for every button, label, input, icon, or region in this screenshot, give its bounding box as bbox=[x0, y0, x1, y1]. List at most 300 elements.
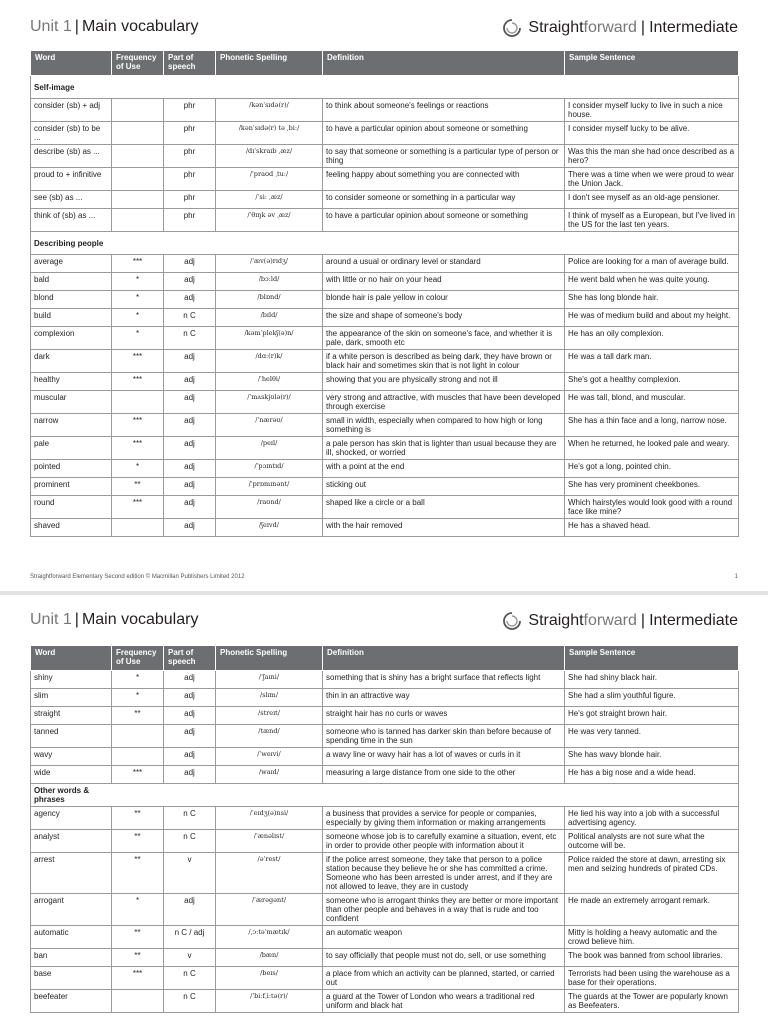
section-title: Self-image bbox=[31, 76, 112, 99]
table-row bbox=[31, 414, 739, 437]
phonetic-cell: /dɑː(r)k/ bbox=[216, 350, 323, 373]
frequency-cell bbox=[112, 145, 164, 168]
unit-heading: Main vocabulary bbox=[81, 611, 199, 628]
phonetic-cell: /əˈrest/ bbox=[216, 853, 323, 894]
phonetic-cell: /kənˈsɪdə(r) tə ˌbiː/ bbox=[216, 122, 323, 145]
phonetic-cell: /blɒnd/ bbox=[216, 291, 323, 309]
table-row bbox=[31, 327, 739, 350]
definition-cell: to say that someone or something is a particular type of person or thing bbox=[323, 145, 565, 168]
sample-sentence-cell: He has a big nose and a wide head. bbox=[565, 766, 739, 784]
definition-cell: to consider someone or something in a particular way bbox=[323, 191, 565, 209]
sample-sentence-cell: Police raided the store at dawn, arresting six men and seizing hundreds of pirated CDs. bbox=[565, 853, 739, 894]
table-row bbox=[31, 350, 739, 373]
col-header-sample: Sample Sentence bbox=[565, 646, 739, 671]
part-of-speech-cell: adj bbox=[164, 725, 216, 748]
table-row bbox=[31, 671, 739, 689]
sample-sentence-cell: When he returned, he looked pale and weary. bbox=[565, 437, 739, 460]
table-row bbox=[31, 373, 739, 391]
frequency-cell bbox=[112, 748, 164, 766]
sample-sentence-cell: I consider myself lucky to live in such a nice house. bbox=[565, 99, 739, 122]
part-of-speech-cell: adj bbox=[164, 519, 216, 537]
page-footer bbox=[30, 574, 738, 580]
frequency-cell: * bbox=[112, 689, 164, 707]
part-of-speech-cell: phr bbox=[164, 191, 216, 209]
phonetic-cell: /ˈθɪŋk əv ˌæz/ bbox=[216, 209, 323, 232]
definition-cell: if the police arrest someone, they take that person to a police station because they believe he or she has committed a crime. Someone who has been arrested is under arrest, and if they are not allowed to leave, they are in custody bbox=[323, 853, 565, 894]
phonetic-cell: /bæn/ bbox=[216, 949, 323, 967]
definition-cell: a place from which an activity can be planned, started, or carried out bbox=[323, 967, 565, 990]
page-number: 1 bbox=[734, 574, 738, 580]
part-of-speech-cell: adj bbox=[164, 894, 216, 926]
section-spacer bbox=[164, 76, 216, 99]
definition-cell: straight hair has no curls or waves bbox=[323, 707, 565, 725]
word-cell: straight bbox=[31, 707, 112, 725]
frequency-cell bbox=[112, 168, 164, 191]
table-row bbox=[31, 145, 739, 168]
section-title: Describing people bbox=[31, 232, 112, 255]
word-cell: bald bbox=[31, 273, 112, 291]
table-row bbox=[31, 496, 739, 519]
unit-number: Unit 1 bbox=[30, 18, 72, 35]
frequency-cell: ** bbox=[112, 707, 164, 725]
word-cell: analyst bbox=[31, 830, 112, 853]
frequency-cell: * bbox=[112, 273, 164, 291]
part-of-speech-cell: n C bbox=[164, 309, 216, 327]
part-of-speech-cell: n C bbox=[164, 327, 216, 350]
table-header-row bbox=[31, 51, 739, 76]
table-row bbox=[31, 766, 739, 784]
table-row bbox=[31, 725, 739, 748]
frequency-cell: * bbox=[112, 327, 164, 350]
table-row bbox=[31, 689, 739, 707]
word-cell: wavy bbox=[31, 748, 112, 766]
section-spacer bbox=[112, 76, 164, 99]
brand-level: Intermediate bbox=[649, 612, 738, 629]
col-header-word: Word bbox=[31, 646, 112, 671]
definition-cell: an automatic weapon bbox=[323, 926, 565, 949]
sample-sentence-cell: He's got straight brown hair. bbox=[565, 707, 739, 725]
phonetic-cell: /ˈmʌskjʊlə(r)/ bbox=[216, 391, 323, 414]
phonetic-cell: /ʃeɪvd/ bbox=[216, 519, 323, 537]
part-of-speech-cell: adj bbox=[164, 391, 216, 414]
unit-title bbox=[30, 18, 198, 36]
phonetic-cell: /dɪˈskraɪb ˌæz/ bbox=[216, 145, 323, 168]
part-of-speech-cell: n C bbox=[164, 967, 216, 990]
phonetic-cell: /tænd/ bbox=[216, 725, 323, 748]
sample-sentence-cell: He was tall, blond, and muscular. bbox=[565, 391, 739, 414]
table-row bbox=[31, 209, 739, 232]
definition-cell: a pale person has skin that is lighter than usual because they are ill, shocked, or worried bbox=[323, 437, 565, 460]
section-spacer bbox=[216, 232, 323, 255]
sample-sentence-cell: He lied his way into a job with a successful advertising agency. bbox=[565, 807, 739, 830]
table-row bbox=[31, 519, 739, 537]
part-of-speech-cell: n C / adj bbox=[164, 926, 216, 949]
definition-cell: to say officially that people must not do, sell, or use something bbox=[323, 949, 565, 967]
definition-cell: very strong and attractive, with muscles that have been developed through exercise bbox=[323, 391, 565, 414]
section-spacer bbox=[323, 76, 565, 99]
table-row bbox=[31, 830, 739, 853]
col-header-frequency: Frequency of Use bbox=[112, 646, 164, 671]
phonetic-cell: /ˈærəgənt/ bbox=[216, 894, 323, 926]
word-cell: arrest bbox=[31, 853, 112, 894]
phonetic-cell: /ˈsiː ˌæz/ bbox=[216, 191, 323, 209]
col-header-part-of-speech: Part of speech bbox=[164, 646, 216, 671]
word-cell: round bbox=[31, 496, 112, 519]
sample-sentence-cell: She had shiny black hair. bbox=[565, 671, 739, 689]
part-of-speech-cell: n C bbox=[164, 990, 216, 1013]
sample-sentence-cell: She has very prominent cheekbones. bbox=[565, 478, 739, 496]
definition-cell: measuring a large distance from one side to the other bbox=[323, 766, 565, 784]
word-cell: ban bbox=[31, 949, 112, 967]
word-cell: tanned bbox=[31, 725, 112, 748]
definition-cell: someone whose job is to carefully examine a situation, event, etc in order to provide other people with information about it bbox=[323, 830, 565, 853]
part-of-speech-cell: adj bbox=[164, 478, 216, 496]
section-spacer bbox=[164, 784, 216, 807]
sample-sentence-cell: Terrorists had been using the warehouse as a base for their operations. bbox=[565, 967, 739, 990]
frequency-cell: *** bbox=[112, 437, 164, 460]
definition-cell: with little or no hair on your head bbox=[323, 273, 565, 291]
table-row bbox=[31, 191, 739, 209]
frequency-cell bbox=[112, 122, 164, 145]
part-of-speech-cell: n C bbox=[164, 807, 216, 830]
part-of-speech-cell: adj bbox=[164, 291, 216, 309]
sample-sentence-cell: She's got a healthy complexion. bbox=[565, 373, 739, 391]
phonetic-cell: /ˈpraʊd ˌtuː/ bbox=[216, 168, 323, 191]
word-cell: agency bbox=[31, 807, 112, 830]
phonetic-cell: /slɪm/ bbox=[216, 689, 323, 707]
section-spacer bbox=[112, 784, 164, 807]
word-cell: build bbox=[31, 309, 112, 327]
definition-cell: shaped like a circle or a ball bbox=[323, 496, 565, 519]
brand-separator: | bbox=[640, 612, 646, 629]
phonetic-cell: /ˌɔːtəˈmætɪk/ bbox=[216, 926, 323, 949]
title-separator: | bbox=[74, 18, 79, 35]
table-row bbox=[31, 273, 739, 291]
sample-sentence-cell: He went bald when he was quite young. bbox=[565, 273, 739, 291]
table-row bbox=[31, 168, 739, 191]
frequency-cell bbox=[112, 209, 164, 232]
part-of-speech-cell: adj bbox=[164, 671, 216, 689]
word-cell: see (sb) as ... bbox=[31, 191, 112, 209]
sample-sentence-cell: He has an oily complexion. bbox=[565, 327, 739, 350]
frequency-cell: *** bbox=[112, 967, 164, 990]
section-spacer bbox=[565, 76, 739, 99]
frequency-cell: * bbox=[112, 309, 164, 327]
brand-forward: forward bbox=[583, 612, 637, 629]
section-title: Other words & phrases bbox=[31, 784, 112, 807]
brand-logo bbox=[502, 611, 738, 631]
table-row bbox=[31, 926, 739, 949]
word-cell: slim bbox=[31, 689, 112, 707]
col-header-definition: Definition bbox=[323, 51, 565, 76]
sample-sentence-cell: He was very tanned. bbox=[565, 725, 739, 748]
word-cell: proud to + infinitive bbox=[31, 168, 112, 191]
frequency-cell: *** bbox=[112, 414, 164, 437]
vocabulary-table bbox=[30, 645, 739, 1013]
sample-sentence-cell: The guards at the Tower are popularly known as Beefeaters. bbox=[565, 990, 739, 1013]
section-spacer bbox=[565, 784, 739, 807]
frequency-cell: *** bbox=[112, 496, 164, 519]
frequency-cell: *** bbox=[112, 350, 164, 373]
table-row bbox=[31, 949, 739, 967]
col-header-part-of-speech: Part of speech bbox=[164, 51, 216, 76]
frequency-cell: *** bbox=[112, 766, 164, 784]
definition-cell: feeling happy about something you are connected with bbox=[323, 168, 565, 191]
table-row bbox=[31, 748, 739, 766]
brand-level: Intermediate bbox=[649, 19, 738, 36]
frequency-cell bbox=[112, 725, 164, 748]
table-row bbox=[31, 807, 739, 830]
title-separator: | bbox=[74, 611, 79, 628]
part-of-speech-cell: adj bbox=[164, 373, 216, 391]
swirl-logo-icon bbox=[502, 18, 522, 38]
part-of-speech-cell: adj bbox=[164, 255, 216, 273]
definition-cell: thin in an attractive way bbox=[323, 689, 565, 707]
table-row bbox=[31, 255, 739, 273]
word-cell: wide bbox=[31, 766, 112, 784]
frequency-cell bbox=[112, 391, 164, 414]
definition-cell: sticking out bbox=[323, 478, 565, 496]
sample-sentence-cell: She has wavy blonde hair. bbox=[565, 748, 739, 766]
table-row bbox=[31, 437, 739, 460]
definition-cell: if a white person is described as being dark, they have brown or black hair and sometimes skin that is not light in colour bbox=[323, 350, 565, 373]
section-spacer bbox=[565, 232, 739, 255]
frequency-cell: * bbox=[112, 460, 164, 478]
frequency-cell bbox=[112, 990, 164, 1013]
word-cell: think of (sb) as ... bbox=[31, 209, 112, 232]
part-of-speech-cell: v bbox=[164, 853, 216, 894]
definition-cell: someone who is arrogant thinks they are better or more important than other people and behaves in a way that is rude and too confident bbox=[323, 894, 565, 926]
phonetic-cell: /bɔːld/ bbox=[216, 273, 323, 291]
part-of-speech-cell: phr bbox=[164, 209, 216, 232]
word-cell: shiny bbox=[31, 671, 112, 689]
sample-sentence-cell: She had a slim youthful figure. bbox=[565, 689, 739, 707]
definition-cell: something that is shiny has a bright surface that reflects light bbox=[323, 671, 565, 689]
table-row bbox=[31, 853, 739, 894]
definition-cell: a guard at the Tower of London who wears a traditional red uniform and black hat bbox=[323, 990, 565, 1013]
swirl-logo-icon bbox=[502, 611, 522, 631]
table-body bbox=[31, 76, 739, 537]
part-of-speech-cell: n C bbox=[164, 830, 216, 853]
table-row bbox=[31, 478, 739, 496]
table-row bbox=[31, 391, 739, 414]
sample-sentence-cell: I think of myself as a European, but I've lived in the US for the last ten years. bbox=[565, 209, 739, 232]
section-spacer bbox=[216, 784, 323, 807]
part-of-speech-cell: adj bbox=[164, 496, 216, 519]
phonetic-cell: /ˈbiːfˌiːtə(r)/ bbox=[216, 990, 323, 1013]
col-header-phonetic: Phonetic Spelling bbox=[216, 646, 323, 671]
definition-cell: to have a particular opinion about someone or something bbox=[323, 209, 565, 232]
definition-cell: to have a particular opinion about someone or something bbox=[323, 122, 565, 145]
vocabulary-table bbox=[30, 50, 739, 537]
part-of-speech-cell: phr bbox=[164, 145, 216, 168]
table-row bbox=[31, 309, 739, 327]
brand-separator: | bbox=[640, 19, 646, 36]
word-cell: blond bbox=[31, 291, 112, 309]
unit-number: Unit 1 bbox=[30, 611, 72, 628]
part-of-speech-cell: adj bbox=[164, 437, 216, 460]
phonetic-cell: /peɪl/ bbox=[216, 437, 323, 460]
sample-sentence-cell: There was a time when we were proud to wear the Union Jack. bbox=[565, 168, 739, 191]
part-of-speech-cell: adj bbox=[164, 707, 216, 725]
brand-forward: forward bbox=[583, 19, 637, 36]
sample-sentence-cell: She has a thin face and a long, narrow nose. bbox=[565, 414, 739, 437]
table-header-row bbox=[31, 646, 739, 671]
definition-cell: someone who is tanned has darker skin than before because of spending time in the sun bbox=[323, 725, 565, 748]
phonetic-cell: /kənˈsɪdə(r)/ bbox=[216, 99, 323, 122]
part-of-speech-cell: phr bbox=[164, 122, 216, 145]
page-header bbox=[30, 609, 738, 637]
frequency-cell bbox=[112, 519, 164, 537]
frequency-cell: * bbox=[112, 291, 164, 309]
frequency-cell: ** bbox=[112, 926, 164, 949]
word-cell: automatic bbox=[31, 926, 112, 949]
table-row bbox=[31, 122, 739, 145]
sample-sentence-cell: She has long blonde hair. bbox=[565, 291, 739, 309]
table-row bbox=[31, 967, 739, 990]
sample-sentence-cell: The book was banned from school libraries. bbox=[565, 949, 739, 967]
phonetic-cell: /ˈpɔɪntɪd/ bbox=[216, 460, 323, 478]
copyright-notice: Straightforward Elementary Second edition © Macmillan Publishers Limited 2012 bbox=[30, 574, 245, 580]
word-cell: consider (sb) + adj bbox=[31, 99, 112, 122]
frequency-cell bbox=[112, 191, 164, 209]
phonetic-cell: /ˈhelθi/ bbox=[216, 373, 323, 391]
part-of-speech-cell: adj bbox=[164, 766, 216, 784]
frequency-cell: *** bbox=[112, 255, 164, 273]
definition-cell: showing that you are physically strong and not ill bbox=[323, 373, 565, 391]
sample-sentence-cell: I don't see myself as an old-age pensioner. bbox=[565, 191, 739, 209]
word-cell: base bbox=[31, 967, 112, 990]
table-body bbox=[31, 671, 739, 1013]
definition-cell: with a point at the end bbox=[323, 460, 565, 478]
phonetic-cell: /ˈʃaɪni/ bbox=[216, 671, 323, 689]
section-spacer bbox=[164, 232, 216, 255]
word-cell: complexion bbox=[31, 327, 112, 350]
phonetic-cell: /ˈprɒmɪnənt/ bbox=[216, 478, 323, 496]
word-cell: pointed bbox=[31, 460, 112, 478]
word-cell: healthy bbox=[31, 373, 112, 391]
phonetic-cell: /beɪs/ bbox=[216, 967, 323, 990]
definition-cell: to think about someone's feelings or reactions bbox=[323, 99, 565, 122]
vocab-page-2 bbox=[0, 595, 768, 1024]
word-cell: prominent bbox=[31, 478, 112, 496]
table-row bbox=[31, 460, 739, 478]
definition-cell: small in width, especially when compared to how high or long something is bbox=[323, 414, 565, 437]
sample-sentence-cell: He has a shaved head. bbox=[565, 519, 739, 537]
part-of-speech-cell: adj bbox=[164, 273, 216, 291]
section-row bbox=[31, 232, 739, 255]
word-cell: narrow bbox=[31, 414, 112, 437]
definition-cell: the appearance of the skin on someone's face, and whether it is pale, dark, smooth etc bbox=[323, 327, 565, 350]
phonetic-cell: /ˈæv(ə)rɪdʒ/ bbox=[216, 255, 323, 273]
section-spacer bbox=[323, 784, 565, 807]
unit-title bbox=[30, 611, 198, 629]
brand-logo bbox=[502, 18, 738, 38]
col-header-definition: Definition bbox=[323, 646, 565, 671]
unit-heading: Main vocabulary bbox=[81, 18, 199, 35]
frequency-cell: ** bbox=[112, 830, 164, 853]
sample-sentence-cell: He was of medium build and about my height. bbox=[565, 309, 739, 327]
sample-sentence-cell: He's got a long, pointed chin. bbox=[565, 460, 739, 478]
word-cell: consider (sb) to be ... bbox=[31, 122, 112, 145]
sample-sentence-cell: Mitty is holding a heavy automatic and the crowd believe him. bbox=[565, 926, 739, 949]
section-row bbox=[31, 76, 739, 99]
sample-sentence-cell: Was this the man she had once described as a hero? bbox=[565, 145, 739, 168]
phonetic-cell: /raʊnd/ bbox=[216, 496, 323, 519]
col-header-sample: Sample Sentence bbox=[565, 51, 739, 76]
part-of-speech-cell: v bbox=[164, 949, 216, 967]
definition-cell: a wavy line or wavy hair has a lot of waves or curls in it bbox=[323, 748, 565, 766]
word-cell: dark bbox=[31, 350, 112, 373]
frequency-cell: * bbox=[112, 671, 164, 689]
brand-straight: Straight bbox=[528, 19, 584, 36]
word-cell: arrogant bbox=[31, 894, 112, 926]
phonetic-cell: /streɪt/ bbox=[216, 707, 323, 725]
sample-sentence-cell: Police are looking for a man of average build. bbox=[565, 255, 739, 273]
word-cell: describe (sb) as ... bbox=[31, 145, 112, 168]
col-header-phonetic: Phonetic Spelling bbox=[216, 51, 323, 76]
word-cell: average bbox=[31, 255, 112, 273]
word-cell: shaved bbox=[31, 519, 112, 537]
phonetic-cell: /kəmˈplekʃ(ə)n/ bbox=[216, 327, 323, 350]
page-header bbox=[30, 16, 738, 44]
part-of-speech-cell: adj bbox=[164, 748, 216, 766]
phonetic-cell: /ˈænəlɪst/ bbox=[216, 830, 323, 853]
table-row bbox=[31, 894, 739, 926]
sample-sentence-cell: He made an extremely arrogant remark. bbox=[565, 894, 739, 926]
frequency-cell: *** bbox=[112, 373, 164, 391]
sample-sentence-cell: He was a tall dark man. bbox=[565, 350, 739, 373]
definition-cell: blonde hair is pale yellow in colour bbox=[323, 291, 565, 309]
section-row bbox=[31, 784, 739, 807]
frequency-cell: ** bbox=[112, 478, 164, 496]
sample-sentence-cell: I consider myself lucky to be alive. bbox=[565, 122, 739, 145]
phonetic-cell: /ˈeɪdʒ(ə)nsi/ bbox=[216, 807, 323, 830]
phonetic-cell: /ˈnærəʊ/ bbox=[216, 414, 323, 437]
definition-cell: with the hair removed bbox=[323, 519, 565, 537]
sample-sentence-cell: Which hairstyles would look good with a round face like mine? bbox=[565, 496, 739, 519]
definition-cell: the size and shape of someone's body bbox=[323, 309, 565, 327]
part-of-speech-cell: phr bbox=[164, 168, 216, 191]
table-row bbox=[31, 99, 739, 122]
section-spacer bbox=[323, 232, 565, 255]
part-of-speech-cell: phr bbox=[164, 99, 216, 122]
col-header-frequency: Frequency of Use bbox=[112, 51, 164, 76]
definition-cell: a business that provides a service for people or companies, especially by giving them information or making arrangements bbox=[323, 807, 565, 830]
frequency-cell: ** bbox=[112, 949, 164, 967]
phonetic-cell: /bɪld/ bbox=[216, 309, 323, 327]
table-row bbox=[31, 291, 739, 309]
word-cell: muscular bbox=[31, 391, 112, 414]
section-spacer bbox=[112, 232, 164, 255]
sample-sentence-cell: Political analysts are not sure what the outcome will be. bbox=[565, 830, 739, 853]
part-of-speech-cell: adj bbox=[164, 689, 216, 707]
word-cell: pale bbox=[31, 437, 112, 460]
phonetic-cell: /waɪd/ bbox=[216, 766, 323, 784]
table-row bbox=[31, 990, 739, 1013]
part-of-speech-cell: adj bbox=[164, 350, 216, 373]
frequency-cell: ** bbox=[112, 807, 164, 830]
section-spacer bbox=[216, 76, 323, 99]
word-cell: beefeater bbox=[31, 990, 112, 1013]
table-row bbox=[31, 707, 739, 725]
part-of-speech-cell: adj bbox=[164, 460, 216, 478]
col-header-word: Word bbox=[31, 51, 112, 76]
frequency-cell: ** bbox=[112, 853, 164, 894]
brand-straight: Straight bbox=[528, 612, 584, 629]
frequency-cell bbox=[112, 99, 164, 122]
definition-cell: around a usual or ordinary level or standard bbox=[323, 255, 565, 273]
